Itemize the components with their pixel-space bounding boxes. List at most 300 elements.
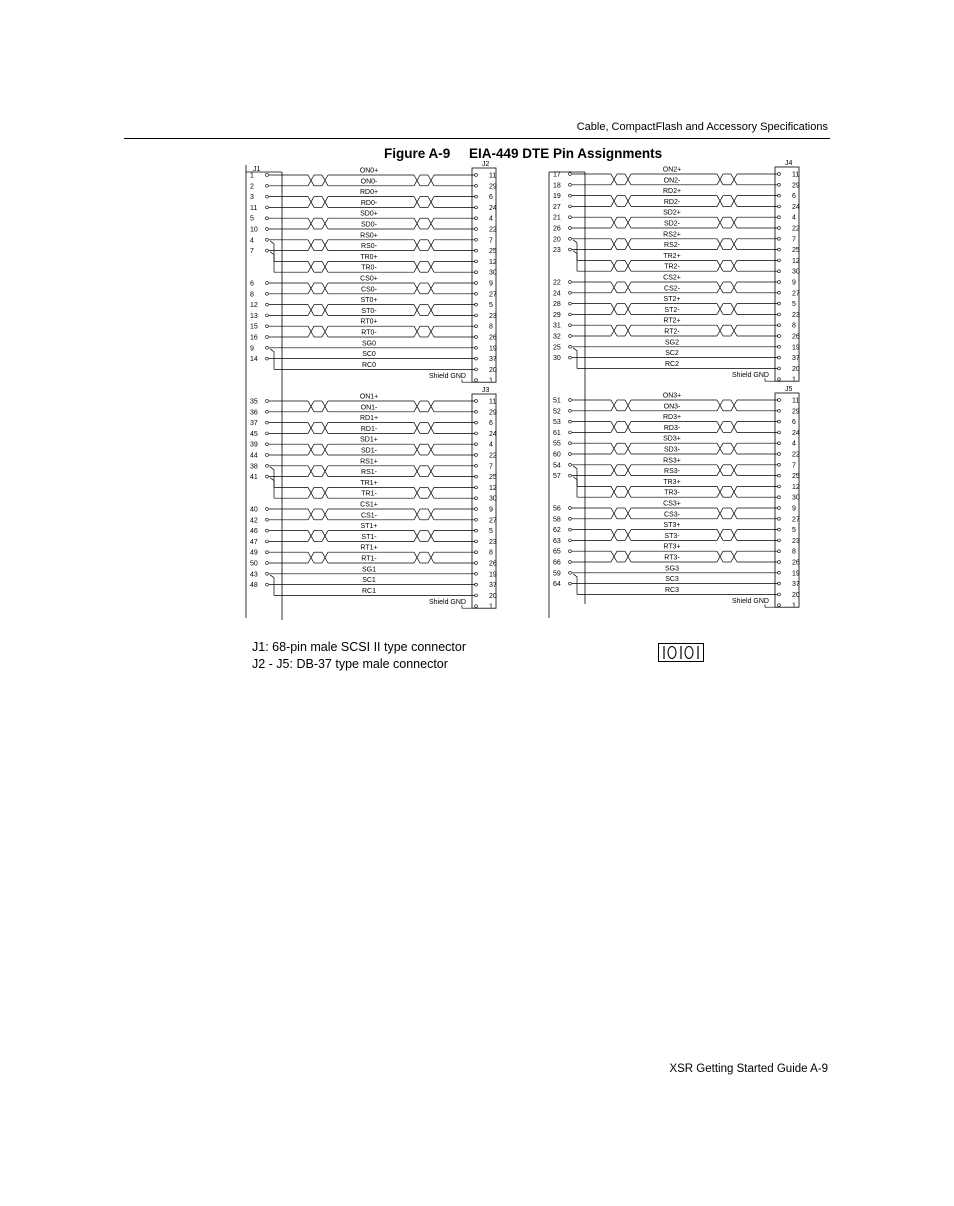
signal-label: RS2-	[664, 242, 680, 250]
pin-dot	[475, 464, 478, 467]
twisted-pair	[717, 217, 723, 228]
pin-dot	[569, 582, 572, 585]
twisted-pair	[414, 444, 420, 455]
twist-cross	[731, 196, 737, 207]
twisted-pair	[308, 240, 314, 251]
connector-pin-number: 4	[792, 214, 796, 222]
j1-pin-number: 22	[553, 279, 561, 287]
signal-label: SD0-	[361, 221, 377, 229]
twist-cross	[414, 552, 420, 563]
connector-pin-number: 20	[489, 366, 497, 374]
loopback-wire	[573, 477, 577, 498]
pin-dot	[266, 572, 269, 575]
connector-pin-number: 27	[792, 516, 800, 524]
j1-pin-number: 55	[553, 440, 561, 448]
twisted-pair	[611, 304, 617, 315]
twist-cross	[428, 326, 434, 337]
twist-cross	[414, 261, 420, 272]
twisted-pair	[414, 240, 420, 251]
connector-pin-number: 4	[792, 440, 796, 448]
pin-dot	[475, 551, 478, 554]
twist-cross	[731, 486, 737, 497]
signal-label: TR1-	[361, 490, 377, 498]
connector-pin-number: 22	[489, 226, 497, 234]
connector-pin-number: 12	[489, 258, 497, 266]
connector-pin-number: 37	[792, 355, 800, 363]
twisted-pair	[611, 422, 617, 433]
twisted-pair	[322, 423, 328, 434]
twist-cross	[428, 509, 434, 520]
connector-pin-number: 29	[792, 408, 800, 416]
twisted-pair	[717, 239, 723, 250]
twist-cross	[308, 487, 314, 498]
pin-dot	[569, 453, 572, 456]
twisted-pair	[717, 304, 723, 315]
twisted-pair	[717, 174, 723, 185]
j1-pin-number: 35	[250, 398, 258, 406]
connector-pin-number: 8	[792, 322, 796, 330]
j1-pin-number: 31	[553, 322, 561, 330]
j1-pin-number: 24	[553, 290, 561, 298]
connector-pin-number: 6	[489, 420, 493, 428]
twist-cross	[625, 486, 631, 497]
j1-pin-number: 2	[250, 183, 254, 191]
connector-pin-number: 20	[792, 365, 800, 373]
pin-dot	[475, 518, 478, 521]
signal-label: CS0+	[360, 275, 378, 283]
connector-pin-number: 12	[792, 257, 800, 265]
twist-cross	[428, 466, 434, 477]
pin-dot	[778, 367, 781, 370]
twisted-pair	[611, 400, 617, 411]
pin-dot	[569, 399, 572, 402]
j1-pin-number: 32	[553, 333, 561, 341]
signal-label: TR1+	[360, 479, 378, 487]
pin-dot	[266, 346, 269, 349]
connector-pin-number: 6	[792, 193, 796, 201]
pin-dot	[778, 409, 781, 412]
j1-pin-number: 9	[250, 345, 254, 353]
twist-cross	[308, 466, 314, 477]
pin-dot	[266, 303, 269, 306]
twisted-pair	[308, 466, 314, 477]
twisted-pair	[322, 305, 328, 316]
pin-dot	[475, 400, 478, 403]
twisted-pair	[731, 465, 737, 476]
pin-dot	[266, 292, 269, 295]
twisted-pair	[322, 466, 328, 477]
pin-dot	[569, 409, 572, 412]
twisted-pair	[731, 304, 737, 315]
pin-dot	[778, 205, 781, 208]
pin-dot	[778, 582, 781, 585]
twist-cross	[322, 487, 328, 498]
signal-label: RT0+	[360, 318, 378, 326]
signal-label: TR0-	[361, 264, 377, 272]
loopback-wire	[573, 348, 577, 369]
signal-label: SC1	[362, 577, 376, 585]
signal-label: SD3+	[663, 435, 681, 443]
pin-dot	[778, 324, 781, 327]
signal-label: RS2+	[663, 231, 681, 239]
signal-label: SD0+	[360, 210, 378, 218]
twisted-pair	[414, 305, 420, 316]
connector-pin-number: 6	[792, 419, 796, 427]
j1-pin-number: 54	[553, 462, 561, 470]
pin-dot	[475, 443, 478, 446]
twisted-pair	[414, 466, 420, 477]
twist-cross	[308, 552, 314, 563]
twist-cross	[414, 326, 420, 337]
twist-cross	[625, 325, 631, 336]
connector-pin-number: 26	[792, 333, 800, 341]
twisted-pair	[717, 196, 723, 207]
pin-dot	[569, 442, 572, 445]
pin-dot	[475, 271, 478, 274]
connector-pin-number: 30	[792, 494, 800, 502]
j1-pin-number: 44	[250, 452, 258, 460]
twisted-pair	[625, 530, 631, 541]
twisted-pair	[717, 422, 723, 433]
twisted-pair	[322, 444, 328, 455]
twist-cross	[322, 401, 328, 412]
connector-pin-number: 30	[792, 268, 800, 276]
pin-dot	[266, 206, 269, 209]
connector-pin-number: 12	[792, 483, 800, 491]
twist-cross	[625, 465, 631, 476]
pin-dot	[475, 583, 478, 586]
signal-label: SD3-	[664, 446, 680, 454]
twist-cross	[731, 443, 737, 454]
twist-cross	[428, 444, 434, 455]
twist-cross	[308, 283, 314, 294]
twist-cross	[731, 551, 737, 562]
twisted-pair	[428, 305, 434, 316]
pin-dot	[778, 550, 781, 553]
connector-pin-number: 5	[489, 528, 493, 536]
twist-cross	[308, 326, 314, 337]
twisted-pair	[731, 239, 737, 250]
twisted-pair	[611, 239, 617, 250]
signal-label: ST2-	[664, 306, 680, 314]
twist-cross	[731, 304, 737, 315]
connector-pin-number: 25	[792, 247, 800, 255]
connector-pin-number: 8	[792, 548, 796, 556]
twist-cross	[611, 508, 617, 519]
twisted-pair	[414, 326, 420, 337]
j1-pin-number: 3	[250, 194, 254, 202]
pin-dot	[266, 336, 269, 339]
signal-label: ST0-	[361, 307, 377, 315]
twisted-pair	[717, 325, 723, 336]
pin-dot	[475, 497, 478, 500]
twisted-pair	[611, 530, 617, 541]
twist-cross	[414, 444, 420, 455]
pin-dot	[778, 227, 781, 230]
page-footer: XSR Getting Started Guide A-9	[669, 1063, 828, 1075]
pin-dot	[475, 572, 478, 575]
pin-dot	[569, 345, 572, 348]
pin-dot	[266, 249, 269, 252]
twist-cross	[625, 443, 631, 454]
twist-cross	[717, 422, 723, 433]
twisted-pair	[611, 260, 617, 271]
twist-cross	[731, 282, 737, 293]
signal-label: RS1-	[361, 469, 377, 477]
pin-dot	[475, 486, 478, 489]
connector-pin-number: 23	[489, 312, 497, 320]
pin-dot	[266, 443, 269, 446]
shield-gnd-label: Shield GND	[429, 373, 466, 381]
signal-label: RT2-	[664, 328, 680, 336]
twisted-pair	[731, 422, 737, 433]
pin-dot	[569, 463, 572, 466]
pin-dot	[266, 184, 269, 187]
twisted-pair	[308, 175, 314, 186]
pin-dot	[266, 195, 269, 198]
signal-label: RC3	[664, 586, 680, 594]
connector-pin-number: 26	[489, 334, 497, 342]
twisted-pair	[308, 261, 314, 272]
twisted-pair	[322, 487, 328, 498]
twist-cross	[428, 240, 434, 251]
signal-label: ON1+	[359, 393, 379, 401]
connector-pin-number: 25	[792, 473, 800, 481]
pin-dot	[778, 270, 781, 273]
connector-label: J2	[482, 161, 490, 168]
twist-cross	[322, 175, 328, 186]
twisted-pair	[308, 509, 314, 520]
pin-dot	[778, 420, 781, 423]
pin-dot	[266, 400, 269, 403]
signal-label: RD0+	[359, 189, 379, 197]
twist-cross	[611, 443, 617, 454]
connector-pin-number: 29	[489, 183, 497, 191]
twisted-pair	[611, 443, 617, 454]
twisted-pair	[322, 509, 328, 520]
j1-label: J1	[253, 166, 261, 173]
pin-dot	[778, 356, 781, 359]
signal-label: ST1+	[360, 523, 378, 531]
signal-label: SG0	[361, 340, 377, 348]
twist-cross	[428, 401, 434, 412]
pin-dot	[475, 217, 478, 220]
pin-dot	[569, 335, 572, 338]
signal-label: TR2+	[663, 252, 681, 260]
connector-pin-number: 1	[489, 603, 493, 611]
j1-pin-number: 20	[553, 236, 561, 244]
pin-dot	[778, 194, 781, 197]
j1-pin-number: 46	[250, 528, 258, 536]
twist-cross	[611, 282, 617, 293]
j1-pin-number: 7	[250, 248, 254, 256]
twist-cross	[731, 400, 737, 411]
pin-dot	[475, 260, 478, 263]
pin-dot	[778, 399, 781, 402]
connector-pin-number: 24	[489, 430, 497, 438]
twist-cross	[428, 197, 434, 208]
pin-dot	[266, 562, 269, 565]
pin-dot	[778, 453, 781, 456]
pin-dot	[569, 431, 572, 434]
connector-pin-number: 4	[489, 441, 493, 449]
connector-pin-number: 30	[489, 269, 497, 277]
twisted-pair	[731, 508, 737, 519]
connector-pin-number: 9	[489, 506, 493, 514]
j1-pin-number: 11	[250, 204, 258, 212]
connector-pin-number: 1	[792, 602, 796, 610]
twisted-pair-icon	[658, 643, 704, 662]
loopback-wire	[573, 240, 577, 261]
twisted-pair	[414, 175, 420, 186]
twist-cross	[625, 551, 631, 562]
twisted-pair	[611, 325, 617, 336]
signal-label: RD2-	[663, 198, 681, 206]
twist-cross	[625, 400, 631, 411]
running-header: Cable, CompactFlash and Accessory Specifications	[576, 121, 828, 133]
connector-pin-number: 23	[792, 311, 800, 319]
twisted-pair	[428, 197, 434, 208]
connector-pin-number: 4	[489, 215, 493, 223]
pin-dot	[778, 442, 781, 445]
twisted-pair	[428, 401, 434, 412]
twisted-pair	[611, 465, 617, 476]
twist-cross	[322, 326, 328, 337]
twist-cross	[308, 423, 314, 434]
pin-dot	[475, 432, 478, 435]
twisted-pair	[731, 217, 737, 228]
twist-cross	[414, 240, 420, 251]
signal-label: RD3+	[662, 414, 682, 422]
twisted-pair	[308, 218, 314, 229]
twisted-pair	[428, 487, 434, 498]
connector-pin-number: 27	[489, 517, 497, 525]
signal-label: ST3-	[664, 532, 680, 540]
j1-pin-number: 59	[553, 570, 561, 578]
twist-cross	[308, 444, 314, 455]
pin-dot	[475, 206, 478, 209]
pin-dot	[569, 561, 572, 564]
j1-pin-number: 42	[250, 517, 258, 525]
connector-pin-number: 11	[489, 172, 497, 180]
twist-cross	[414, 531, 420, 542]
twist-cross	[414, 218, 420, 229]
signal-label: RC2	[664, 360, 680, 368]
pin-dot	[475, 282, 478, 285]
pin-dot	[475, 605, 478, 608]
pin-dot	[475, 540, 478, 543]
j1-pin-number: 60	[553, 451, 561, 459]
signal-label: RS0-	[361, 243, 377, 251]
twisted-pair	[625, 239, 631, 250]
twist-cross	[414, 283, 420, 294]
j1-pin-number: 53	[553, 419, 561, 427]
twist-cross	[717, 400, 723, 411]
signal-label: SD2-	[664, 220, 680, 228]
twisted-pair	[322, 531, 328, 542]
signal-label: RD1-	[360, 425, 378, 433]
connector-pin-number: 22	[489, 452, 497, 460]
pin-dot	[475, 174, 478, 177]
j1-pin-number: 5	[250, 215, 254, 223]
twisted-pair	[428, 552, 434, 563]
twist-cross	[717, 508, 723, 519]
j1-pin-number: 1	[250, 172, 254, 180]
pin-dot	[569, 237, 572, 240]
j1-pin-number: 26	[553, 225, 561, 233]
connector-pin-number: 29	[489, 409, 497, 417]
pin-dot	[569, 281, 572, 284]
pin-dot	[266, 432, 269, 435]
twist-cross	[322, 509, 328, 520]
connector-pin-number: 24	[792, 429, 800, 437]
twisted-pair	[731, 530, 737, 541]
j1-pin-number: 64	[553, 581, 561, 589]
signal-label: RS0+	[360, 232, 378, 240]
j1-pin-number: 6	[250, 280, 254, 288]
signal-label: CS1-	[361, 512, 377, 520]
connector-label: J4	[785, 160, 793, 167]
twist-cross	[717, 260, 723, 271]
signal-label: TR3+	[663, 478, 681, 486]
connector-pin-number: 12	[489, 484, 497, 492]
connector-pin-number: 7	[792, 462, 796, 470]
twisted-pair	[414, 552, 420, 563]
twisted-pair	[322, 283, 328, 294]
connector-pin-number: 30	[489, 495, 497, 503]
connector-pin-number: 9	[792, 279, 796, 287]
pin-dot	[569, 216, 572, 219]
twisted-pair	[731, 260, 737, 271]
twisted-pair	[322, 401, 328, 412]
pin-dot	[569, 550, 572, 553]
connector-pin-number: 19	[792, 570, 800, 578]
twist-cross	[428, 531, 434, 542]
pin-dot	[266, 314, 269, 317]
twist-cross	[428, 487, 434, 498]
twisted-pair	[731, 486, 737, 497]
j1-pin-number: 37	[250, 420, 258, 428]
signal-label: CS1+	[360, 501, 378, 509]
twisted-pair	[717, 551, 723, 562]
twisted-pair	[414, 423, 420, 434]
twist-cross	[731, 260, 737, 271]
pin-dot	[778, 248, 781, 251]
connector-pin-number: 7	[489, 463, 493, 471]
pin-dot	[778, 496, 781, 499]
signal-label: TR3-	[664, 489, 680, 497]
signal-label: SG2	[664, 339, 680, 347]
pin-dot	[266, 174, 269, 177]
twist-cross	[322, 218, 328, 229]
twisted-pair	[308, 552, 314, 563]
twist-cross	[717, 325, 723, 336]
loopback-wire	[270, 252, 274, 273]
twisted-pair	[428, 175, 434, 186]
connector-pin-number: 24	[489, 204, 497, 212]
twisted-pair	[731, 325, 737, 336]
signal-label: RD0-	[360, 199, 378, 207]
twist-cross	[625, 239, 631, 250]
j1-pin-number: 30	[553, 355, 561, 363]
j1-pin-number: 65	[553, 548, 561, 556]
twist-cross	[322, 531, 328, 542]
twisted-pair	[414, 401, 420, 412]
twisted-pair	[428, 283, 434, 294]
signal-label: CS0-	[361, 286, 377, 294]
j1-pin-number: 66	[553, 559, 561, 567]
twisted-pair	[322, 197, 328, 208]
